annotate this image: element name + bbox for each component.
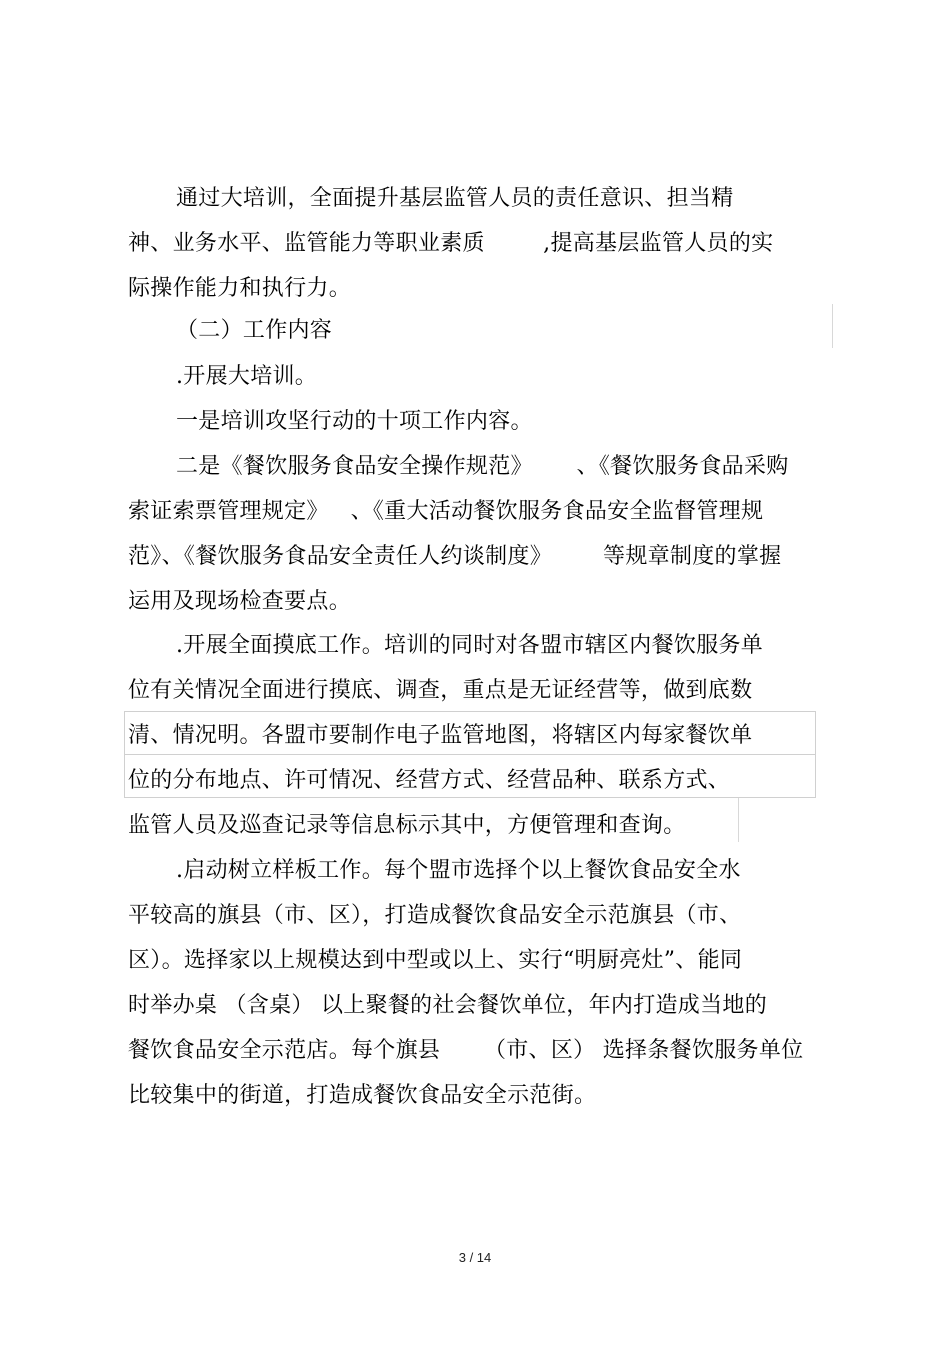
paragraph-line: 通过大培训，全面提升基层监管人员的责任意识、担当精 xyxy=(176,186,734,211)
decorative-rule xyxy=(738,798,739,842)
paragraph-line: 范》、《餐饮服务食品安全责任人约谈制度》 等规章制度的掌握 xyxy=(128,544,782,569)
paragraph-line: 位的分布地点、许可情况、经营方式、经营品种、联系方式、 xyxy=(128,768,731,793)
paragraph-line: 比较集中的街道，打造成餐饮食品安全示范街。 xyxy=(128,1083,597,1108)
paragraph-line: 监管人员及巡查记录等信息标示其中，方便管理和查询。 xyxy=(128,813,686,838)
paragraph-line: 餐饮食品安全示范店。每个旗县 （市、区） 选择条餐饮服务单位 xyxy=(128,1038,804,1063)
paragraph-line: 二是《餐饮服务食品安全操作规范》 、《餐饮服务食品采购 xyxy=(176,454,789,479)
paragraph-line: .开展大培训。 xyxy=(176,364,318,389)
paragraph-line: 索证索票管理规定》 、《重大活动餐饮服务食品安全监督管理规 xyxy=(128,499,764,524)
decorative-rule xyxy=(832,304,833,348)
paragraph-line: 平较高的旗县（市、区），打造成餐饮食品安全示范旗县（市、 xyxy=(128,903,742,928)
section-heading: （二）工作内容 xyxy=(176,318,333,343)
paragraph-line: 一是培训攻坚行动的十项工作内容。 xyxy=(176,409,533,434)
paragraph-line: .开展全面摸底工作。培训的同时对各盟市辖区内餐饮服务单 xyxy=(176,633,764,658)
paragraph-line: 位有关情况全面进行摸底、调查，重点是无证经营等，做到底数 xyxy=(128,678,753,703)
paragraph-line: 神、业务水平、监管能力等职业素质 ,提高基层监管人员的实 xyxy=(128,231,774,256)
page-number: 3 / 14 xyxy=(458,1250,492,1265)
paragraph-line: 区）。选择家以上规模达到中型或以上、实行“明厨亮灶”、能同 xyxy=(128,948,743,973)
paragraph-line: 时举办桌 （含桌） 以上聚餐的社会餐饮单位，年内打造成当地的 xyxy=(128,993,767,1018)
paragraph-line: .启动树立样板工作。每个盟市选择个以上餐饮食品安全水 xyxy=(176,858,741,883)
paragraph-line: 际操作能力和执行力。 xyxy=(128,276,352,301)
paragraph-line: 运用及现场检查要点。 xyxy=(128,589,352,614)
paragraph-line: 清、情况明。各盟市要制作电子监管地图，将辖区内每家餐饮单 xyxy=(128,723,753,748)
